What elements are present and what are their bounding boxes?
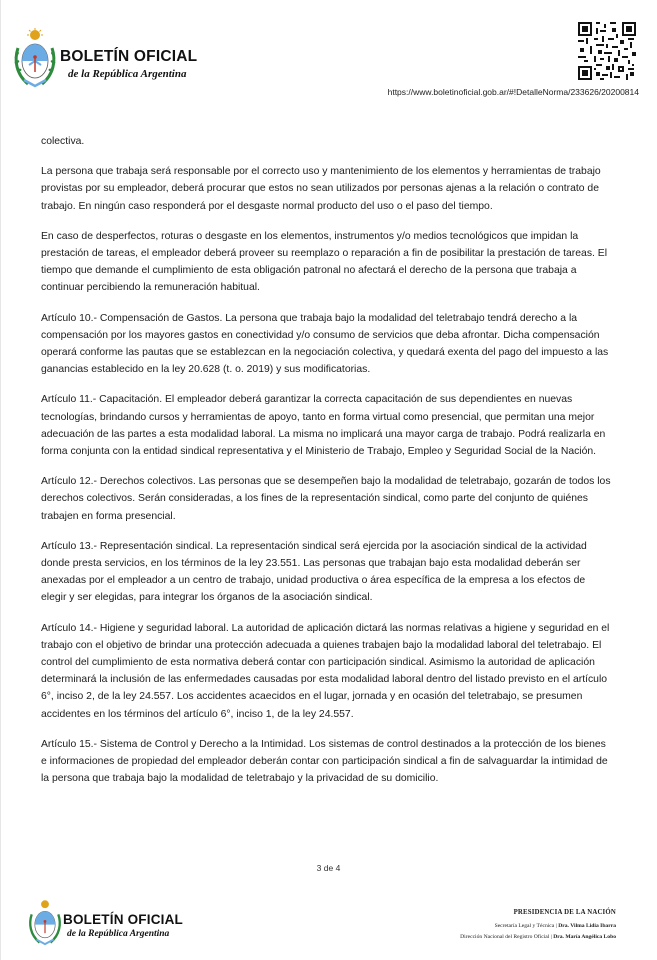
paragraph: La persona que trabaja será responsable por el correcto uso y mantenimiento de los elementos y herramientas de trabajo provistas por su empleador, deberá procurar que estos no sean utilizados por personas ajenas a la relación o contrato de trabajo. En ningún caso responderá por el desgaste normal producto del uso o el paso del tiempo. [41, 166, 601, 212]
footer-secretaria [460, 921, 616, 932]
article-12: Artículo 12.- Derechos colectivos. Las personas que se desempeñen bajo la modalidad de teletrabajo, gozarán de todos los derechos colectivos. Serán consideradas, a los fines de la representación sindical, como parte del conjunto de quiénes trabajen en forma presencial. [41, 476, 611, 522]
brand-title: BOLETÍN OFICIAL [60, 48, 198, 65]
article-10: Artículo 10.- Compensación de Gastos. La persona que trabaja bajo la modalidad del teletrabajo tendrá derecho a la compensación por los mayores gastos en conectividad y/o consumo de servicios que deba afrontar. Dicha compensación operará conforme las pautas que se establezcan en la negociación colectiva, y quedará exenta del pago del impuesto a las ganancias establecido en la ley 20.628 (t. o. 2019) y sus modificatorias. [41, 312, 609, 376]
paragraph: colectiva. [41, 136, 85, 147]
coat-of-arms-icon [12, 28, 58, 90]
article-11: Artículo 11.- Capacitación. El empleador deberá garantizar la correcta capacitación de sus dependientes en nuevas tecnologías, brindando cursos y herramientas de apoyo, tanto en forma virtual como presencial, que permitan una mejor adecuación de las partes a esta modalidad laboral. La misma no implicará una mayor carga de trabajo. Podrá realizarla en forma conjunta con la entidad sindical representativa y el Ministerio de Trabajo, Empleo y Seguridad Social de la Nación. [41, 394, 606, 458]
brand-subtitle: de la República Argentina [68, 68, 187, 80]
article-15: Artículo 15.- Sistema de Control y Derecho a la Intimidad. Los sistemas de control destinados a la protección de los bienes e informaciones de propiedad del empleador deberán contar con participación sindical a fin de salvaguardar la intimidad de la persona que trabaja bajo la modalidad de teletrabajo y la privacidad de su domicilio. [41, 738, 608, 785]
qr-code-icon [578, 22, 636, 80]
coat-of-arms-icon [27, 898, 63, 948]
footer-direccion [460, 932, 616, 943]
footer-presidency: PRESIDENCIA DE LA NACIÓN [513, 909, 616, 916]
footer-secretaria-label: Secretaría Legal y Técnica | [494, 923, 559, 929]
document-url[interactable]: https://www.boletinoficial.gob.ar/#!DetalleNorma/233626/20200814 [387, 87, 639, 97]
paragraph: En caso de desperfectos, roturas o desgaste en los elementos, instrumentos y/o medios tecnológicos que impidan la prestación de tareas, el empleador deberá proveer su reemplazo o reparación a fin de posibilitar la prestación de tareas. El tiempo que demande el cumplimiento de esta obligación patronal no afectará el derecho de la persona que trabaja a continuar percibiendo la remuneración habitual. [41, 230, 608, 294]
footer-brand-subtitle: de la República Argentina [67, 929, 170, 939]
article-13: Artículo 13.- Representación sindical. La representación sindical será ejercida por la asociación sindical de la actividad donde presta servicios, en los términos de la ley 23.551. Las personas que trabajan bajo esta modalidad deberán ser anexadas por el empleador a un centro de trabajo, unidad productiva o área específica de la empresa a los efectos de elegir y ser elegidas, para integrar los órganos de la asociación sindical. [41, 540, 587, 604]
page-number: 3 de 4 [316, 863, 341, 873]
footer-brand-title: BOLETÍN OFICIAL [63, 912, 183, 927]
header-logo [12, 28, 212, 90]
footer-credits [460, 909, 616, 943]
document-body [41, 133, 611, 801]
footer-direccion-name: Dra. María Angélica Lobo [553, 934, 616, 940]
footer-direccion-label: Dirección Nacional del Registro Oficial | [460, 934, 554, 940]
footer-logo [27, 898, 207, 948]
footer-secretaria-name: Dra. Vilma Lidia Ibarra [558, 923, 616, 929]
article-14: Artículo 14.- Higiene y seguridad laboral. La autoridad de aplicación dictará las normas relativas a higiene y seguridad en el trabajo con el objetivo de brindar una protección adecuada a quienes trabajen bajo la modalidad laboral del teletrabajo. El control del cumplimiento de esta normativa deberá contar con participación sindical. Asimismo la autoridad de aplicación determinará la inclusión de las enfermedades causadas por esta modalidad laboral dentro del listado previsto en el artículo 6°, inciso 2, de la ley 24.557. Los accidentes acaecidos en el lugar, jornada y en ocasión del teletrabajo, se presumen accidentes en los términos del artículo 6°, inciso 1, de la ley 24.557. [41, 622, 610, 720]
